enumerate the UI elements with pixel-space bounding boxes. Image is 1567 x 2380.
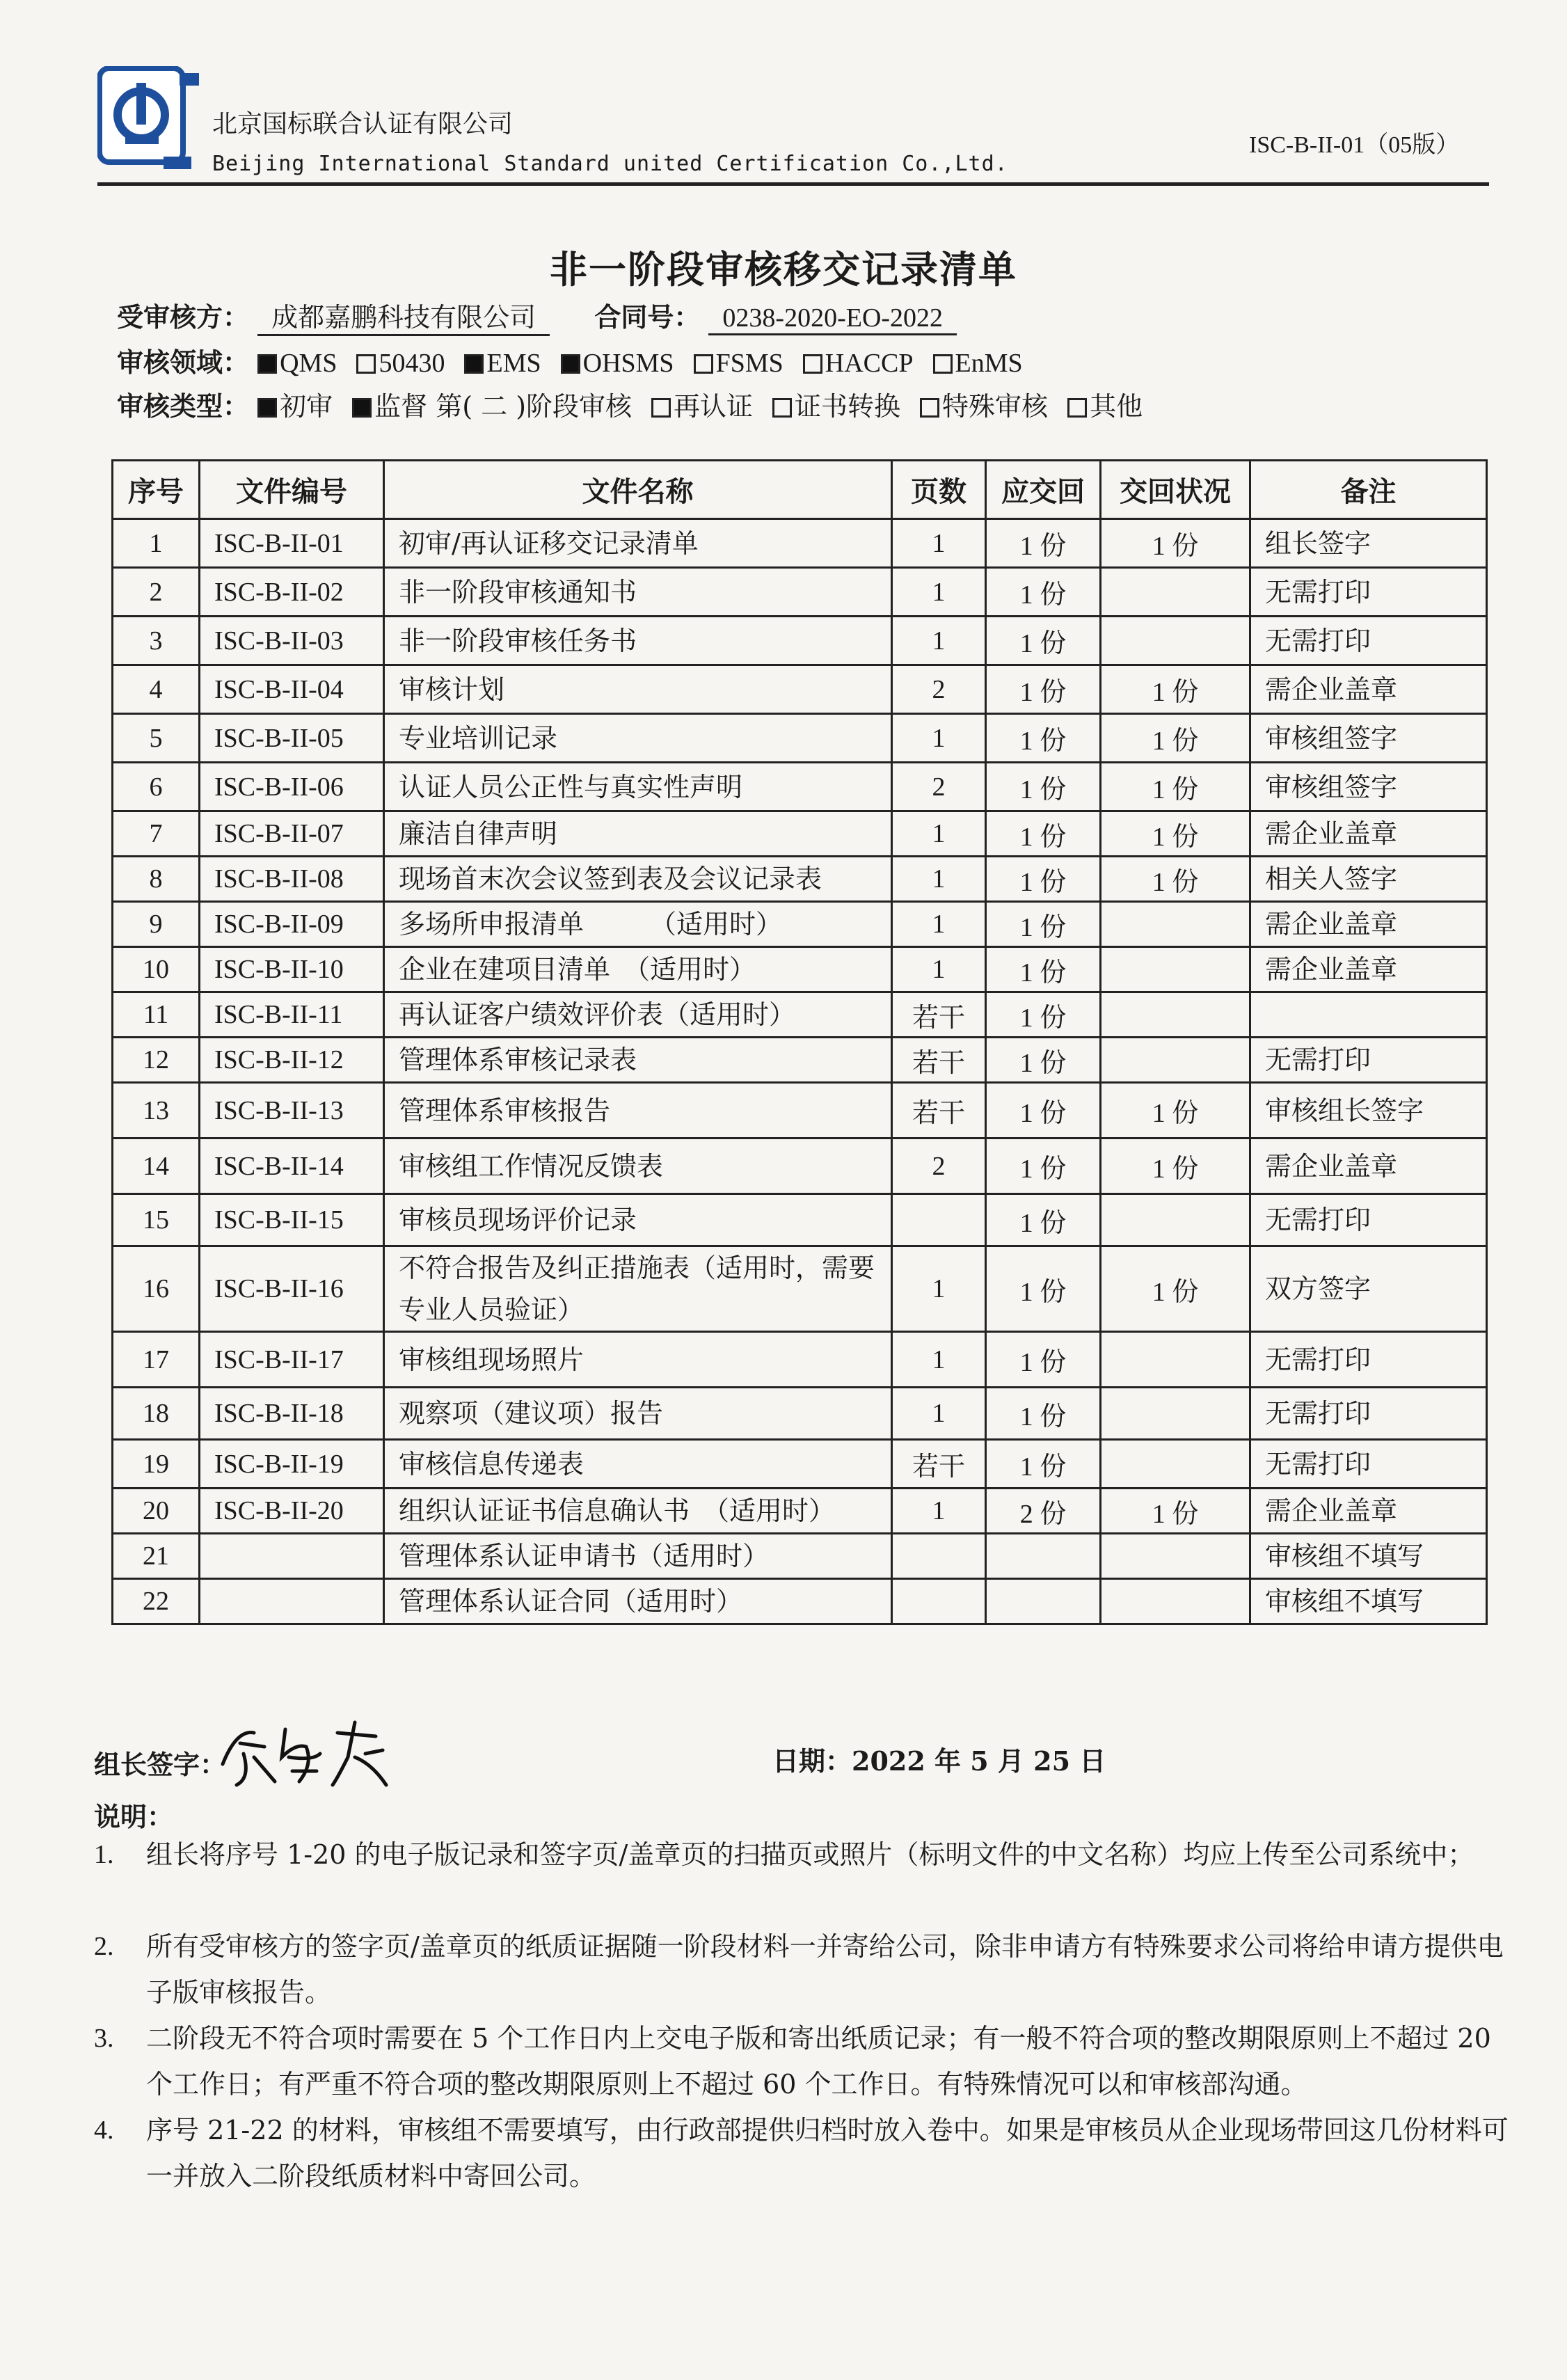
cell-no: 11 [113,992,200,1038]
cell-no: 13 [113,1083,200,1139]
cell-status [1101,1388,1250,1440]
form-code: ISC-B-II-01（05版） [1249,132,1460,158]
cell-no: 2 [113,568,200,617]
note-number: 2. [94,1932,114,1961]
cell-code [200,1534,384,1579]
cell-pages: 若干 [892,992,986,1038]
cell-name: 初审/再认证移交记录清单 [384,519,892,568]
cell-pages: 1 [892,1246,986,1332]
cell-no: 3 [113,617,200,665]
cell-name: 不符合报告及纠正措施表（适用时，需要专业人员验证） [384,1246,892,1332]
cell-due: 1 份 [986,992,1101,1038]
cell-note [1250,992,1487,1038]
cell-code: ISC-B-II-06 [200,763,384,811]
audit-type-line [117,385,1162,423]
checkbox[interactable] [772,398,792,418]
note-text: 组长将序号 1-20 的电子版记录和签字页/盖章页的扫描页或照片（标明文件的中文名称）均应上传至公司系统中； [146,1839,1474,1870]
checkbox[interactable] [803,354,822,374]
cell-pages: 若干 [892,1038,986,1083]
checked-checkbox[interactable] [561,354,580,374]
cell-due: 1 份 [986,1083,1101,1139]
date-line [772,1740,1106,1778]
column-header: 文件编号 [200,461,384,519]
option-label: 其他 [1090,391,1143,422]
cell-name: 非一阶段审核通知书 [384,568,892,617]
table-row [113,902,1487,947]
cell-note: 审核组签字 [1250,763,1487,811]
column-header: 应交回 [986,461,1101,519]
table-row [113,519,1487,568]
cell-name: 管理体系认证申请书（适用时） [384,1534,892,1579]
transfer-record-table [111,459,1488,1625]
table-row [113,857,1487,902]
cell-no: 8 [113,857,200,902]
checked-checkbox[interactable] [464,354,484,374]
cell-status [1101,992,1250,1038]
cell-due: 1 份 [986,1388,1101,1440]
cell-no: 4 [113,665,200,714]
audited-party-label: 受审核方： [117,301,250,333]
cell-code: ISC-B-II-18 [200,1388,384,1440]
cell-code: ISC-B-II-11 [200,992,384,1038]
cell-status [1101,617,1250,665]
cell-status [1101,1038,1250,1083]
cell-code: ISC-B-II-12 [200,1038,384,1083]
header-divider [97,182,1489,186]
note-text: 所有受审核方的签字页/盖章页的纸质证据随一阶段材料一并寄给公司，除非申请方有特殊要求公司将给申请方提供电子版审核报告。 [146,1931,1504,2008]
cell-note: 无需打印 [1250,1038,1487,1083]
cell-note: 审核组长签字 [1250,1083,1487,1139]
cell-no: 15 [113,1194,200,1246]
cell-no: 14 [113,1139,200,1194]
table-body [113,519,1487,1624]
cell-status: 1 份 [1101,665,1250,714]
table-row [113,1038,1487,1083]
cell-pages: 1 [892,568,986,617]
cell-pages: 若干 [892,1440,986,1489]
option-audit-field-6[interactable] [933,349,1023,378]
cell-pages [892,1579,986,1624]
cell-code: ISC-B-II-09 [200,902,384,947]
date-label: 日期： [772,1745,852,1777]
option-audit-field-5[interactable] [803,349,914,378]
table-row [113,1534,1487,1579]
cell-note: 无需打印 [1250,568,1487,617]
cell-note: 需企业盖章 [1250,811,1487,857]
table-header-row [113,461,1487,519]
column-header: 页数 [892,461,986,519]
checkbox[interactable] [651,398,671,418]
table-row [113,568,1487,617]
cell-due: 1 份 [986,1246,1101,1332]
table-row [113,1194,1487,1246]
option-audit-type-2[interactable] [651,391,753,422]
cell-status [1101,1194,1250,1246]
table-row [113,1083,1487,1139]
cell-name: 再认证客户绩效评价表（适用时） [384,992,892,1038]
company-name-cn: 北京国标联合认证有限公司 [212,110,514,138]
checked-checkbox[interactable] [257,398,277,418]
cell-note: 双方签字 [1250,1246,1487,1332]
note-number: 3. [94,2024,114,2053]
table-row [113,947,1487,992]
table-row [113,1489,1487,1534]
cell-note: 需企业盖章 [1250,902,1487,947]
table-row [113,811,1487,857]
leader-signature-label: 组长签字： [94,1749,227,1780]
audit-field-line [117,341,1042,379]
cell-note: 无需打印 [1250,1194,1487,1246]
cell-due: 1 份 [986,568,1101,617]
table-row [113,992,1487,1038]
option-audit-field-1[interactable] [356,349,445,378]
cell-name: 管理体系认证合同（适用时） [384,1579,892,1624]
cell-status [1101,568,1250,617]
cell-due: 1 份 [986,811,1101,857]
document-title: 非一阶段审核移交记录清单 [550,247,1017,292]
cell-code: ISC-B-II-07 [200,811,384,857]
cell-pages: 2 [892,665,986,714]
option-label: 50430 [379,349,445,378]
checkbox[interactable] [356,354,376,374]
cell-pages: 若干 [892,1083,986,1139]
cell-no: 18 [113,1388,200,1440]
table-row [113,1246,1487,1332]
cell-pages: 2 [892,1139,986,1194]
cell-status: 1 份 [1101,763,1250,811]
table-row [113,1139,1487,1194]
cell-note: 无需打印 [1250,1388,1487,1440]
cell-name: 观察项（建议项）报告 [384,1388,892,1440]
option-label: EnMS [955,349,1023,378]
option-audit-type-1[interactable] [352,391,632,422]
cell-note: 审核组不填写 [1250,1579,1487,1624]
contract-label: 合同号： [594,301,701,333]
cell-due: 1 份 [986,1440,1101,1489]
cell-no: 10 [113,947,200,992]
option-audit-field-4[interactable] [694,349,784,378]
table-row [113,1388,1487,1440]
cell-name: 审核组现场照片 [384,1332,892,1388]
handwritten-signature [216,1715,397,1792]
cell-code: ISC-B-II-15 [200,1194,384,1246]
cell-status: 1 份 [1101,811,1250,857]
cell-pages: 1 [892,617,986,665]
cell-pages: 1 [892,811,986,857]
cell-note: 无需打印 [1250,1332,1487,1388]
option-audit-field-0[interactable] [257,349,337,378]
audit-type-label: 审核类型： [117,390,250,422]
cell-status: 1 份 [1101,857,1250,902]
note-text: 二阶段无不符合项时需要在 5 个工作日内上交电子版和寄出纸质记录；有一般不符合项的整改期限原则上不超过 20 个工作日；有严重不符合项的整改期限原则上不超过 60 个工作日。有特殊情况可以和审核部沟通。 [146,2023,1491,2100]
option-label: 再认证 [674,391,754,422]
cell-due [986,1534,1101,1579]
audited-party-line [117,296,957,336]
checkbox[interactable] [1067,398,1087,418]
cell-code [200,1579,384,1624]
cell-code: ISC-B-II-16 [200,1246,384,1332]
cell-due: 1 份 [986,763,1101,811]
cell-pages: 1 [892,1489,986,1534]
cell-name: 廉洁自律声明 [384,811,892,857]
cell-code: ISC-B-II-13 [200,1083,384,1139]
option-label: QMS [280,349,337,378]
checkbox[interactable] [920,398,939,418]
cell-note: 组长签字 [1250,519,1487,568]
column-header: 备注 [1250,461,1487,519]
cell-status [1101,1534,1250,1579]
cell-no: 9 [113,902,200,947]
cell-code: ISC-B-II-02 [200,568,384,617]
cell-due: 1 份 [986,1139,1101,1194]
cell-pages: 1 [892,714,986,763]
cell-status: 1 份 [1101,1139,1250,1194]
cell-code: ISC-B-II-03 [200,617,384,665]
cell-pages [892,1194,986,1246]
table-row [113,763,1487,811]
note-item [94,2107,1520,2199]
cell-note: 审核组签字 [1250,714,1487,763]
cell-no: 5 [113,714,200,763]
cell-due: 1 份 [986,1038,1101,1083]
cell-status [1101,1579,1250,1624]
note-text: 序号 21-22 的材料，审核组不需要填写，由行政部提供归档时放入卷中。如果是审核员从企业现场带回这几份材料可一并放入二阶段纸质材料中寄回公司。 [146,2115,1509,2191]
company-name-en: Beijing International Standard united Certification Co.,Ltd. [212,152,1008,176]
note-number: 4. [94,2116,114,2145]
table-row [113,617,1487,665]
cell-no: 17 [113,1332,200,1388]
audited-party-value: 成都嘉鹏科技有限公司 [257,296,550,336]
cell-status [1101,902,1250,947]
cell-status [1101,1440,1250,1489]
table-row [113,665,1487,714]
cell-status [1101,947,1250,992]
cell-due: 2 份 [986,1489,1101,1534]
cell-pages: 2 [892,763,986,811]
cell-status: 1 份 [1101,519,1250,568]
cell-name: 审核员现场评价记录 [384,1194,892,1246]
cell-status: 1 份 [1101,1246,1250,1332]
cell-pages: 1 [892,947,986,992]
column-header: 文件名称 [384,461,892,519]
company-logo-icon [97,66,202,177]
cell-code: ISC-B-II-01 [200,519,384,568]
option-label: 初审 [280,391,333,422]
table-row [113,1332,1487,1388]
option-audit-field-3[interactable] [561,349,674,378]
cell-note: 需企业盖章 [1250,665,1487,714]
cell-name: 企业在建项目清单 （适用时） [384,947,892,992]
cell-code: ISC-B-II-10 [200,947,384,992]
column-header: 序号 [113,461,200,519]
option-audit-type-4[interactable] [920,391,1048,422]
cell-note: 审核组不填写 [1250,1534,1487,1579]
checkbox[interactable] [694,354,713,374]
option-label: 特殊审核 [942,391,1049,422]
cell-no: 7 [113,811,200,857]
cell-pages [892,1534,986,1579]
cell-note: 无需打印 [1250,1440,1487,1489]
option-label: 监督 第( 二 )阶段审核 [374,391,633,422]
cell-due: 1 份 [986,902,1101,947]
cell-no: 22 [113,1579,200,1624]
cell-name: 审核组工作情况反馈表 [384,1139,892,1194]
cell-note: 需企业盖章 [1250,1139,1487,1194]
checkbox[interactable] [933,354,953,374]
cell-code: ISC-B-II-05 [200,714,384,763]
cell-no: 19 [113,1440,200,1489]
cell-name: 专业培训记录 [384,714,892,763]
cell-status: 1 份 [1101,1489,1250,1534]
cell-pages: 1 [892,519,986,568]
cell-note: 相关人签字 [1250,857,1487,902]
cell-due: 1 份 [986,857,1101,902]
cell-no: 6 [113,763,200,811]
cell-status [1101,1332,1250,1388]
option-audit-field-2[interactable] [464,349,541,378]
option-label: 证书转换 [795,391,901,422]
cell-note: 无需打印 [1250,617,1487,665]
cell-code: ISC-B-II-04 [200,665,384,714]
cell-note: 需企业盖章 [1250,1489,1487,1534]
option-label: HACCP [825,349,914,378]
notes-title: 说明： [94,1801,174,1832]
date-value: 2022 年 5 月 25 日 [852,1745,1106,1777]
cell-due: 1 份 [986,665,1101,714]
cell-due: 1 份 [986,947,1101,992]
cell-name: 审核信息传递表 [384,1440,892,1489]
cell-status: 1 份 [1101,1083,1250,1139]
option-label: EMS [486,349,541,378]
cell-no: 1 [113,519,200,568]
table-row [113,1440,1487,1489]
cell-due: 1 份 [986,519,1101,568]
cell-code: ISC-B-II-17 [200,1332,384,1388]
note-number: 1. [94,1840,114,1869]
cell-name: 非一阶段审核任务书 [384,617,892,665]
note-item [94,2015,1520,2107]
cell-no: 16 [113,1246,200,1332]
cell-due: 1 份 [986,1332,1101,1388]
audit-field-label: 审核领域： [117,347,250,378]
cell-code: ISC-B-II-14 [200,1139,384,1194]
cell-name: 审核计划 [384,665,892,714]
contract-value: 0238-2020-EO-2022 [708,303,957,335]
cell-code: ISC-B-II-08 [200,857,384,902]
cell-pages: 1 [892,1388,986,1440]
cell-name: 认证人员公正性与真实性声明 [384,763,892,811]
cell-code: ISC-B-II-20 [200,1489,384,1534]
cell-due: 1 份 [986,1194,1101,1246]
cell-no: 20 [113,1489,200,1534]
option-label: FSMS [715,349,784,378]
cell-status: 1 份 [1101,714,1250,763]
table-row [113,1579,1487,1624]
checked-checkbox[interactable] [352,398,372,418]
option-audit-type-5[interactable] [1067,391,1143,422]
cell-name: 组织认证证书信息确认书 （适用时） [384,1489,892,1534]
cell-due: 1 份 [986,617,1101,665]
cell-due: 1 份 [986,714,1101,763]
checked-checkbox[interactable] [257,354,277,374]
cell-pages: 1 [892,902,986,947]
cell-note: 需企业盖章 [1250,947,1487,992]
column-header: 交回状况 [1101,461,1250,519]
table-row [113,714,1487,763]
cell-no: 21 [113,1534,200,1579]
option-audit-type-0[interactable] [257,391,333,422]
cell-pages: 1 [892,1332,986,1388]
cell-name: 管理体系审核报告 [384,1083,892,1139]
cell-name: 多场所申报清单 （适用时） [384,902,892,947]
cell-no: 12 [113,1038,200,1083]
option-audit-type-3[interactable] [772,391,900,422]
note-item [94,1832,1520,1878]
cell-name: 管理体系审核记录表 [384,1038,892,1083]
option-label: OHSMS [582,349,674,378]
cell-due [986,1579,1101,1624]
cell-pages: 1 [892,857,986,902]
note-item [94,1923,1520,2015]
cell-name: 现场首末次会议签到表及会议记录表 [384,857,892,902]
cell-code: ISC-B-II-19 [200,1440,384,1489]
